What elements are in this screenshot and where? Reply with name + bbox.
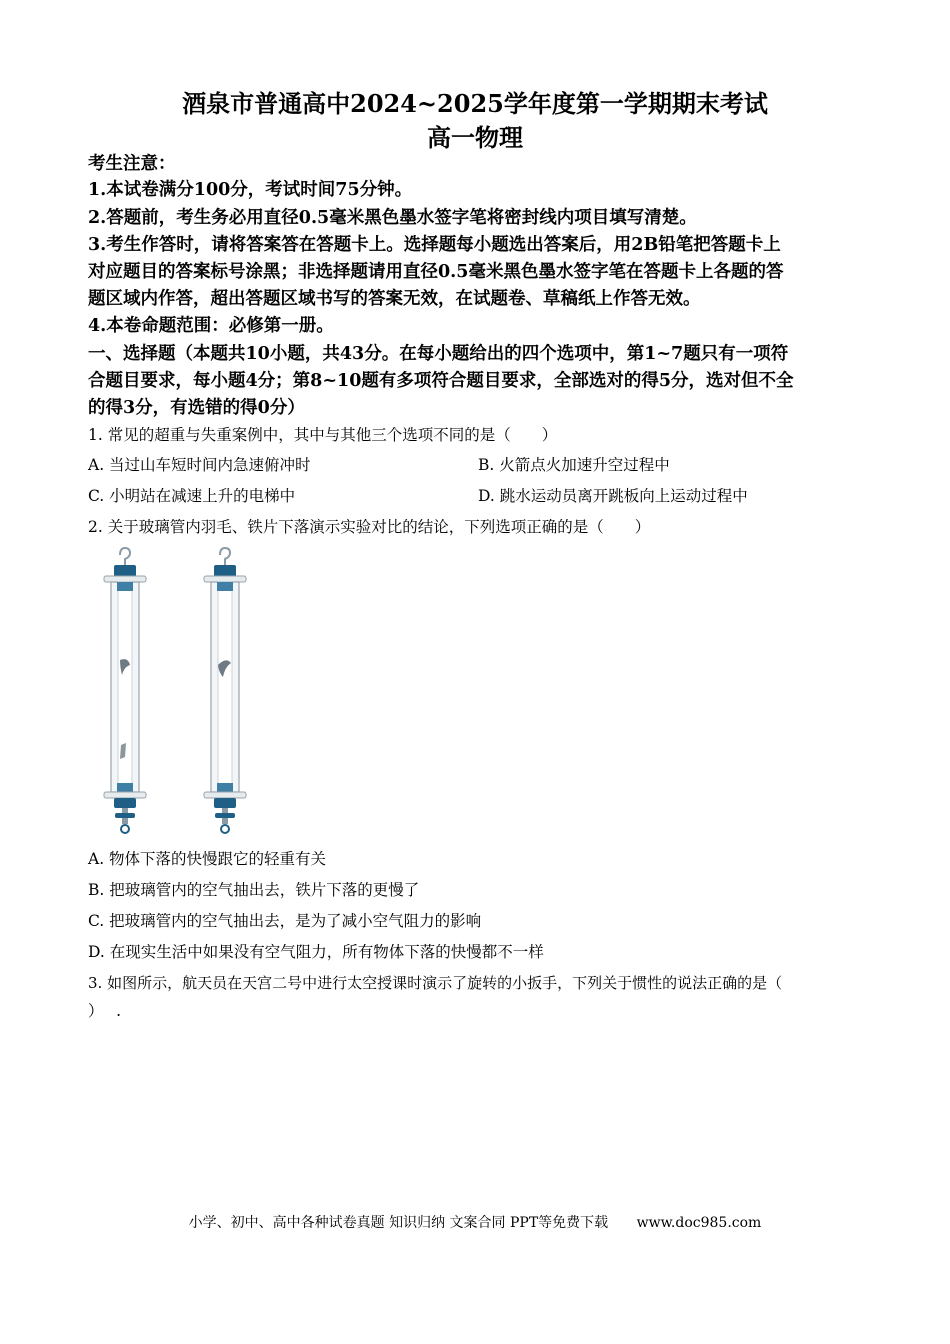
question-1-option-b: B. 火箭点火加速升空过程中 <box>478 456 670 474</box>
tube-vacuum <box>204 548 246 833</box>
section-heading-line-2: 合题目要求，每小题4分；第8~10题有多项符合题目要求，全部选对的得5分，选对但不全 <box>88 371 794 391</box>
notice-heading: 考生注意： <box>88 154 176 174</box>
section-heading-line-1: 一、选择题（本题共10小题，共43分。在每小题给出的四个选项中，第1~7题只有一项符 <box>88 344 789 364</box>
question-3-stem-cont: ） . <box>88 1002 122 1020</box>
question-2-option-b: B. 把玻璃管内的空气抽出去，铁片下落的更慢了 <box>88 881 420 899</box>
tube-with-air <box>104 548 146 833</box>
question-3-stem: 3. 如图所示，航天员在天宫二号中进行太空授课时演示了旋转的小扳手，下列关于惯性的说法正确的是（ <box>88 974 783 992</box>
question-2-stem: 2. 关于玻璃管内羽毛、铁片下落演示实验对比的结论，下列选项正确的是（ ） <box>88 518 651 536</box>
question-1-option-d: D. 跳水运动员离开跳板向上运动过程中 <box>478 487 748 505</box>
question-2-option-d: D. 在现实生活中如果没有空气阻力，所有物体下落的快慢都不一样 <box>88 943 544 961</box>
section-heading-line-3: 的得3分，有选错的得0分） <box>88 398 305 418</box>
question-1-option-c: C. 小明站在减速上升的电梯中 <box>88 487 296 505</box>
exam-title: 酒泉市普通高中2024~2025学年度第一学期期末考试 <box>182 89 768 118</box>
notice-item-2: 2.答题前，考生务必用直径0.5毫米黑色墨水签字笔将密封线内项目填写清楚。 <box>88 208 697 228</box>
question-1-option-a: A. 当过山车短时间内急速俯冲时 <box>88 456 311 474</box>
footer-text: 小学、初中、高中各种试卷真题 知识归纳 文案合同 PPT等免费下载 <box>188 1215 609 1231</box>
notice-item-1: 1.本试卷满分100分，考试时间75分钟。 <box>88 180 413 200</box>
question-2-option-a: A. 物体下落的快慢跟它的轻重有关 <box>88 850 327 868</box>
question-2-option-c: C. 把玻璃管内的空气抽出去，是为了减小空气阻力的影响 <box>88 912 482 930</box>
page-footer <box>0 1212 950 1232</box>
vacuum-tube-figure <box>98 545 248 840</box>
question-1-stem: 1. 常见的超重与失重案例中，其中与其他三个选项不同的是（ ） <box>88 426 558 444</box>
notice-item-3-cont: 对应题目的答案标号涂黑；非选择题请用直径0.5毫米黑色墨水签字笔在答题卡上各题的答 <box>88 262 784 282</box>
footer-url[interactable]: www.doc985.com <box>636 1215 762 1231</box>
notice-item-3: 3.考生作答时，请将答案答在答题卡上。选择题每小题选出答案后，用2B铅笔把答题卡上 <box>88 235 781 255</box>
notice-item-3-cont2: 题区域内作答，超出答题区域书写的答案无效，在试题卷、草稿纸上作答无效。 <box>88 289 701 309</box>
exam-subject: 高一物理 <box>427 123 523 152</box>
notice-item-4: 4.本卷命题范围：必修第一册。 <box>88 316 334 336</box>
